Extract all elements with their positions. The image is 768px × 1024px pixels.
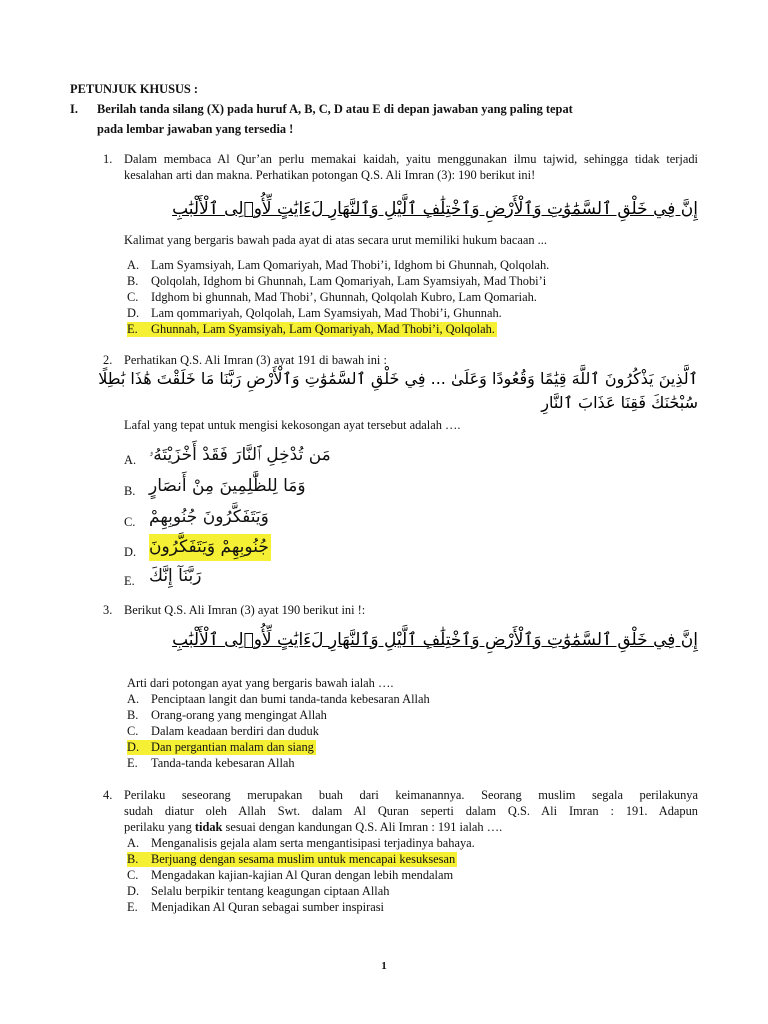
option-text: Selalu berpikir tentang keagungan ciptaan Allah: [151, 884, 390, 898]
question-3-ayat: إِنَّ فِي خَلْقِ ٱلسَّمَٰوَٰتِ وَٱلْأَرْضِ وَٱخْتِلَٰفِ ٱلَّيْلِ وَٱلنَّهَارِ لَءَايَٰتٍ لِّأُو۟لِى ٱلْأَلْبَٰبِ: [172, 630, 698, 650]
question-2-number: 2.: [103, 353, 113, 367]
q1-option-b[interactable]: [127, 273, 546, 289]
option-text: Menjadikan Al Quran sebagai sumber inspirasi: [151, 900, 384, 914]
section-title: PETUNJUK KHUSUS :: [70, 82, 199, 96]
question-4-line-1: Perilaku seseorang merupakan buah dari keimanannya. Seorang muslim segala perilakunya: [124, 788, 698, 802]
q2-option-e[interactable]: [124, 566, 202, 589]
option-text: Tanda-tanda kebesaran Allah: [151, 756, 295, 770]
option-key: A.: [127, 692, 140, 706]
question-2-text: Perhatikan Q.S. Ali Imran (3) ayat 191 di bawah ini :: [124, 353, 387, 367]
q2-option-d[interactable]: [124, 537, 269, 560]
option-text: Orang-orang yang mengingat Allah: [151, 708, 327, 722]
option-key: E.: [127, 756, 138, 770]
option-key: A.: [127, 836, 140, 850]
q3-option-e[interactable]: [127, 755, 295, 771]
option-text: Mengadakan kajian-kajian Al Quran dengan lebih mendalam: [151, 868, 454, 882]
option-key: C.: [127, 868, 139, 882]
option-key: C.: [124, 515, 136, 529]
question-1-number: 1.: [103, 152, 113, 166]
option-key: C.: [127, 724, 139, 738]
question-1-ayat: إِنَّ فِي خَلْقِ ٱلسَّمَٰوَٰتِ وَٱلْأَرْضِ وَٱخْتِلَٰفِ ٱلَّيْلِ وَٱلنَّهَارِ لَءَايَٰتٍ لِّأُو۟لِى ٱلْأَلْبَٰبِ: [172, 199, 698, 219]
q4-option-a[interactable]: [127, 835, 475, 851]
option-text: Lam qommariyah, Qolqolah, Lam Syamsiyah, Mad Thobi’i, Ghunnah.: [151, 306, 502, 320]
question-4-line-3-start: perilaku yang: [124, 820, 195, 834]
section-number: I.: [70, 102, 78, 116]
q1-option-c[interactable]: [127, 289, 537, 305]
option-text: Menganalisis gejala alam serta mengantisipasi terjadinya bahaya.: [151, 836, 475, 850]
question-4-number: 4.: [103, 788, 113, 802]
page-number: 1: [381, 960, 387, 972]
question-1-text: Dalam membaca Al Qur’an perlu memakai kaidah, yaitu menggunakan ilmu tajwid, sehingga tidak terjadi kesalahan arti dan makna. Perhatikan potongan Q.S. Ali Imran (3): 190 berikut ini!: [124, 152, 698, 182]
question-4-line-3-end: sesuai dengan kandungan Q.S. Ali Imran : 191 ialah ….: [222, 820, 503, 834]
question-4-emphasis: tidak: [194, 820, 223, 834]
q1-option-d[interactable]: [127, 305, 502, 321]
option-key: D.: [124, 545, 137, 559]
q2-option-c[interactable]: [124, 507, 269, 530]
q2-option-b[interactable]: [124, 476, 306, 499]
option-key: E.: [127, 322, 138, 336]
option-key: B.: [124, 484, 136, 498]
option-key: A.: [127, 258, 140, 272]
option-arabic-text: رَبَّنَآ إِنَّكَ: [149, 566, 202, 586]
q4-option-d[interactable]: [127, 883, 389, 899]
option-text: Lam Syamsiyah, Lam Qomariyah, Mad Thobi’i, Idghom bi Ghunnah, Qolqolah.: [151, 258, 550, 272]
option-text-highlighted: Berjuang dengan sesama muslim untuk mencapai kesuksesan: [151, 852, 456, 866]
option-text: Dalam keadaan berdiri dan duduk: [151, 724, 319, 738]
question-3-text: Berikut Q.S. Ali Imran (3) ayat 190 berikut ini !:: [124, 603, 366, 617]
option-text-highlighted: Ghunnah, Lam Syamsiyah, Lam Qomariyah, Mad Thobi’i, Qolqolah.: [151, 322, 495, 336]
option-arabic-text: مَن تُدْخِلِ ٱلنَّارَ فَقَدْ أَخْزَيْتَهُۥ: [149, 445, 331, 465]
option-key: B.: [127, 274, 139, 288]
option-key: E.: [127, 900, 138, 914]
question-2-ayat-line-2: سُبْحَٰنَكَ فَقِنَا عَذَابَ ٱلنَّارِ: [541, 393, 698, 412]
question-3-prompt: Arti dari potongan ayat yang bergaris bawah ialah ….: [127, 676, 394, 690]
q3-option-c[interactable]: [127, 723, 319, 739]
option-key: C.: [127, 290, 139, 304]
option-key: D.: [127, 740, 140, 754]
question-3-number: 3.: [103, 603, 113, 617]
option-key: D.: [127, 884, 140, 898]
option-arabic-text: وَمَا لِلظَّٰلِمِينَ مِنْ أَنصَارٍ: [149, 476, 306, 496]
option-arabic-text: وَيَتَفَكَّرُونَ جُنُوبِهِمْ: [149, 507, 269, 527]
question-4-line-2: sudah diatur oleh Allah Swt. dalam Al Quran seperti dalam Q.S. Ali Imran : 191. Adapun: [124, 804, 698, 818]
q4-option-c[interactable]: [127, 867, 453, 883]
option-text: Penciptaan langit dan bumi tanda-tanda kebesaran Allah: [151, 692, 430, 706]
option-text-highlighted: Dan pergantian malam dan siang: [151, 740, 314, 754]
q4-option-b[interactable]: [127, 851, 457, 867]
q3-option-a[interactable]: [127, 691, 430, 707]
option-key: A.: [124, 453, 137, 467]
question-2-prompt: Lafal yang tepat untuk mengisi kekosongan ayat tersebut adalah ….: [124, 418, 461, 432]
question-4-line-3: [124, 819, 502, 835]
option-text: Qolqolah, Idghom bi Ghunnah, Lam Qomariyah, Lam Syamsiyah, Mad Thobi’i: [151, 274, 547, 288]
instruction-line-1: Berilah tanda silang (X) pada huruf A, B, C, D atau E di depan jawaban yang paling tepat: [97, 102, 573, 116]
q3-option-b[interactable]: [127, 707, 327, 723]
q3-option-d[interactable]: [127, 739, 316, 755]
question-1-prompt: Kalimat yang bergaris bawah pada ayat di atas secara urut memiliki hukum bacaan ...: [124, 233, 547, 247]
q4-option-e[interactable]: [127, 899, 384, 915]
question-2-ayat-line-1: ٱلَّذِينَ يَذْكُرُونَ ٱللَّهَ قِيَٰمًا وَقُعُودًا وَعَلَىٰ ... فِي خَلْقِ ٱلسَّمَٰوَٰتِ وَٱلْأَرْضِ رَبَّنَا مَا خَلَقْتَ هَٰذَا بَٰطِلًا: [98, 369, 698, 388]
option-arabic-text-highlighted: جُنُوبِهِمْ وَيَتَفَكَّرُونَ: [149, 534, 271, 561]
option-key: E.: [124, 574, 135, 588]
q2-option-a[interactable]: [124, 445, 331, 468]
instruction-line-2: pada lembar jawaban yang tersedia !: [97, 122, 294, 136]
option-key: B.: [127, 852, 139, 866]
option-key: D.: [127, 306, 140, 320]
q1-option-a[interactable]: [127, 257, 549, 273]
q1-option-e[interactable]: [127, 321, 497, 337]
option-key: B.: [127, 708, 139, 722]
option-text: Idghom bi ghunnah, Mad Thobi’, Ghunnah, Qolqolah Kubro, Lam Qomariah.: [151, 290, 537, 304]
